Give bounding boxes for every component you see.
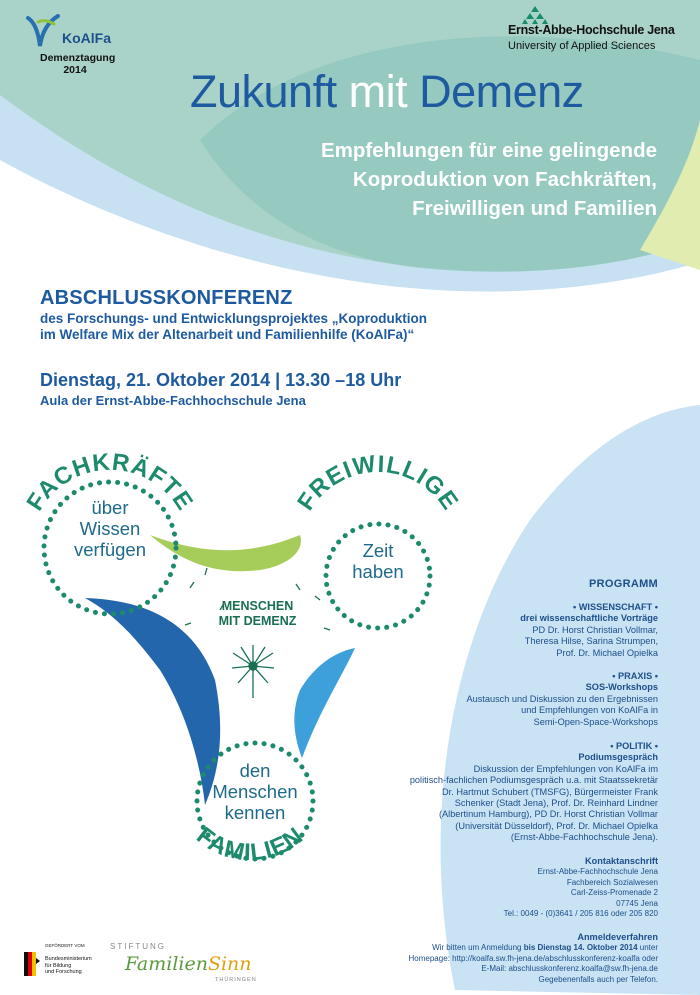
program-wissenschaft: • WISSENSCHAFT • drei wissenschaftliche Vorträge PD Dr. Horst Christian Vollmar, Theresa Hilse, Sarina Strumpen, Prof. Dr. Michael Opielka [520,602,658,658]
page-title: Zukunft mit Demenz [190,66,584,117]
program-title: PROGRAMM [588,578,658,590]
center-label: MENSCHEN MIT DEMENZ [218,599,297,628]
familiensinn-bottom: THÜRINGEN [215,977,257,983]
conference-venue: Aula der Ernst-Abbe-Fachhochschule Jena [40,393,306,408]
conference-heading: ABSCHLUSSKONFERENZ [40,287,293,309]
koalfa-brand: KoAlFa [62,30,111,46]
program-anmeldung: Anmeldeverfahren Wir bitten um Anmeldung bis Dienstag 14. Oktober 2014 unter Homepage: http://koalfa.sw.fh-jena.de/abschlusskonferenz-koalfa oder E-Mail: abschlusskonferenz.koalfa@sw.fh-jena.de Gegebenenfalls auch per Telefon. [408,932,658,984]
subtitle: Empfehlungen für eine gelingende Koproduktion von Fachkräften, Freiwilligen und Familien [321,139,657,220]
conference-date: Dienstag, 21. Oktober 2014 | 13.30 –18 Uhr [40,370,402,390]
university-name: Ernst-Abbe-Hochschule Jena [508,23,675,37]
fachkraefte-text: über Wissen verfügen [74,497,146,560]
familiensinn-top: STIFTUNG [110,942,166,951]
freiwillige-text: Zeit haben [352,540,404,582]
familien-text: den Menschen kennen [212,760,298,823]
registration-email[interactable]: E-Mail: abschlusskonferenz.koalfa@sw.fh-jena.de [481,964,658,974]
koalfa-event: Demenztagung 2014 [40,52,116,76]
light-blue-ribbon [294,648,355,758]
fachkraefte-label: FACHKRÄFTE [21,448,199,516]
freiwillige-label: FREIWILLIGE [292,450,464,516]
registration-url[interactable]: Homepage: http://koalfa.sw.fh-jena.de/abschlusskonferenz-koalfa oder [408,953,658,963]
bmbf-logo: Bundesministerium für Bildung und Forschung [45,956,92,975]
program-politik: • POLITIK • Podiumsgespräch Diskussion der Empfehlungen von KoAlFa im politisch-fachlichen Podiumsgespräch u.a. mit Staatssekretär Dr. Hartmut Schubert (TMSFG), Bürgermeister Frank Schenker (Stadt Jena), Prof. Dr. Reinhard Lindner (Albertinum Hamburg), PD Dr. Horst Christian Vollmar (Universität Düsseldorf), Prof. Dr. Michael Opielka (Ernst-Abbe-Fachhochschule Jena). [409,741,658,843]
program-praxis: • PRAXIS • SOS-Workshops Austausch und Diskussion zu den Ergebnissen und Empfehlungen von KoAlFa in Semi-Open-Space-Workshops [466,671,658,727]
familien-label: FAMILIEN [191,821,309,867]
program-kontakt: Kontaktanschrift Ernst-Abbe-Fachhochschule Jena Fachbereich Sozialwesen Carl-Zeiss-Promenade 2 07745 Jena Tel.: 0049 - (0)3641 / 205 816 oder 205 820 [503,856,658,919]
eah-logo-icon [518,6,552,24]
familiensinn-logo: FamilienSinn [125,953,252,975]
conference-description: des Forschungs- und Entwicklungsprojektes „Koproduktion im Welfare Mix der Altenarbeit und Familienhilfe (KoAlFa)“ [40,311,428,342]
bmbf-eagle-icon [24,952,40,976]
svg-text:FREIWILLIGE [292,450,464,515]
svg-text:FAMILIEN [192,822,309,866]
university-sub: University of Applied Sciences [508,40,656,52]
bmbf-pre: GEFÖRDERT VOM [45,943,85,948]
